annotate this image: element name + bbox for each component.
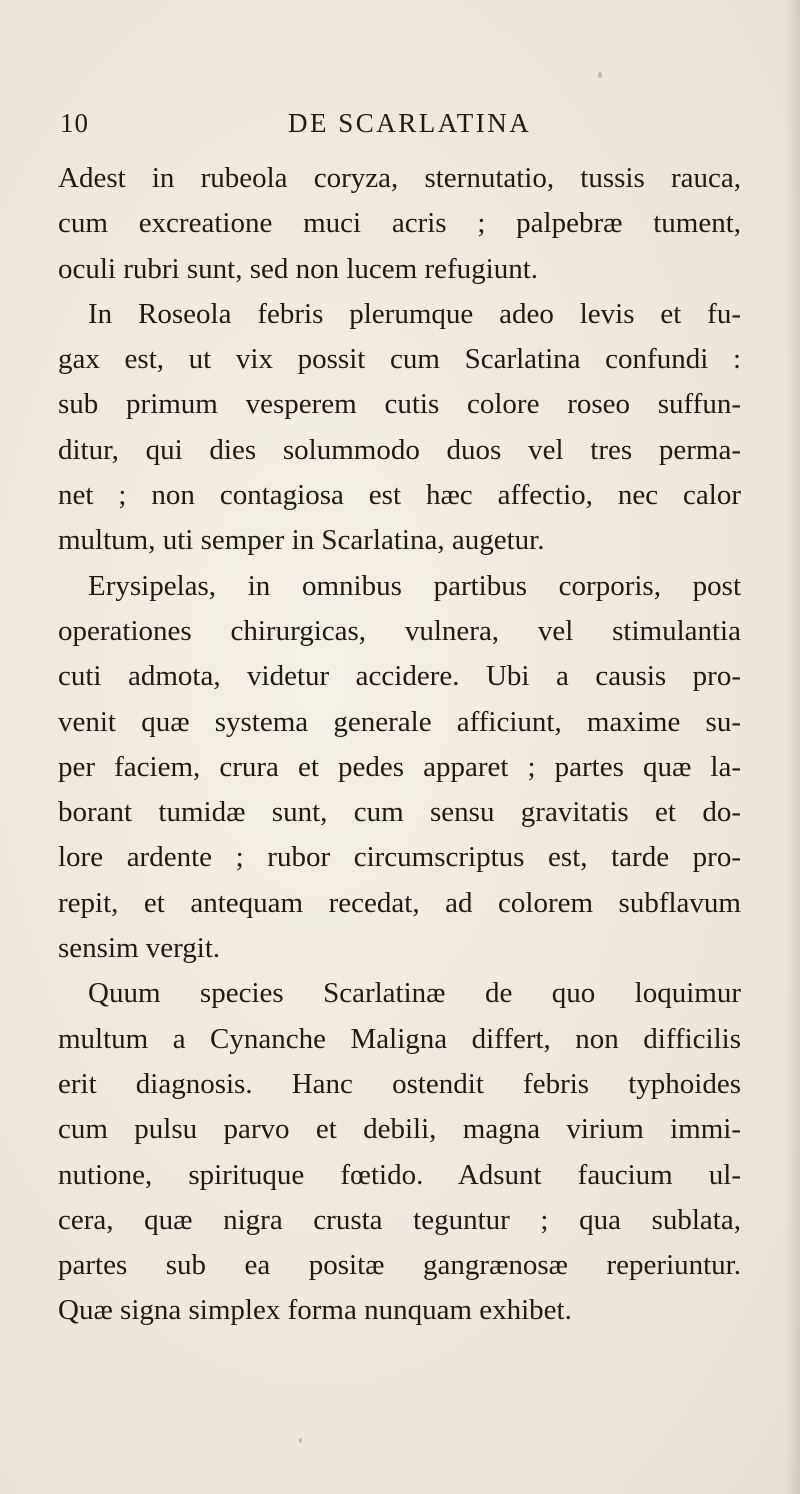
text-line: Adest in rubeola coryza, sternutatio, tussis rauca, (58, 162, 741, 194)
text-line: Quæ signa simplex forma nunquam exhibet. (58, 1294, 572, 1327)
paper-speck (299, 1438, 302, 1443)
text-line: operationes chirurgicas, vulnera, vel stimulantia (58, 614, 741, 647)
text-line: nutione, spirituque fœtido. Adsunt faucium ul- (58, 1158, 741, 1191)
text-line: cuti admota, videtur accidere. Ubi a causis pro- (58, 660, 741, 693)
body-text (58, 156, 741, 1334)
text-line: sub primum vesperem cutis colore roseo suffun- (58, 388, 741, 421)
text-line: gax est, ut vix possit cum Scarlatina confundi : (58, 343, 741, 376)
text-line: venit quæ systema generale afficiunt, maxime su- (58, 705, 741, 738)
text-line: net ; non contagiosa est hæc affectio, nec calor (58, 479, 741, 512)
text-line: Erysipelas, in omnibus partibus corporis, post (88, 569, 741, 602)
text-line: per faciem, crura et pedes apparet ; partes quæ la- (58, 750, 741, 783)
page-number: 10 (60, 108, 89, 138)
page-edge-shadow (786, 0, 800, 1494)
text-line: cum pulsu parvo et debili, magna virium immi- (58, 1113, 741, 1146)
text-line: lore ardente ; rubor circumscriptus est, tarde pro- (58, 841, 741, 874)
text-line: repit, et antequam recedat, ad colorem subflavum (58, 886, 741, 919)
text-line: erit diagnosis. Hanc ostendit febris typhoides (58, 1067, 741, 1100)
text-line: partes sub ea positæ gangrænosæ reperiuntur. (58, 1249, 741, 1282)
text-line: multum, uti semper in Scarlatina, augetur. (58, 524, 545, 557)
text-line: multum a Cynanche Maligna differt, non difficilis (58, 1022, 741, 1055)
paper-speck (598, 72, 602, 78)
text-line: Quum species Scarlatinæ de quo loquimur (88, 977, 741, 1010)
text-line: sensim vergit. (58, 932, 221, 965)
page-header (60, 108, 560, 148)
running-title: DE SCARLATINA (288, 108, 532, 138)
text-line: borant tumidæ sunt, cum sensu gravitatis et do- (58, 796, 741, 829)
text-line: cera, quæ nigra crusta teguntur ; qua sublata, (58, 1203, 741, 1236)
text-line: In Roseola febris plerumque adeo levis et fu- (88, 297, 741, 330)
text-line: oculi rubri sunt, sed non lucem refugiunt. (58, 252, 539, 285)
text-line: ditur, qui dies solummodo duos vel tres perma- (58, 433, 741, 466)
text-line: cum excreatione muci acris ; palpebræ tument, (58, 207, 741, 240)
